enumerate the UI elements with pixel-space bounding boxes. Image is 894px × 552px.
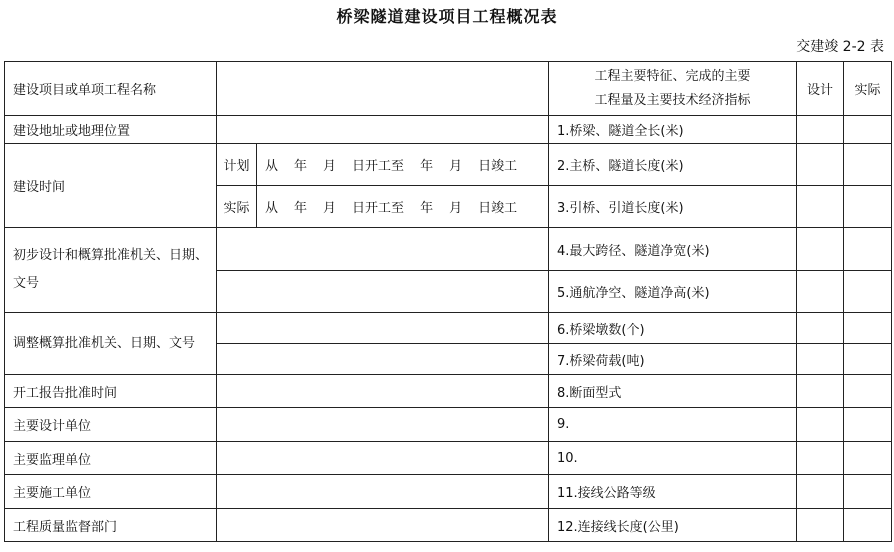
actual-column-header: 实际 [844, 62, 892, 116]
indicator-item-7: 7.桥梁荷载(吨) [549, 344, 797, 375]
date-year: 年 [420, 159, 434, 174]
indicator-item-6: 6.桥梁墩数(个) [549, 313, 797, 344]
adjust-approval-value-2[interactable] [217, 344, 549, 375]
indicator-item-12: 12.连接线长度(公里) [549, 509, 797, 542]
date-from: 从 [265, 159, 279, 174]
design-value-11[interactable] [797, 475, 844, 509]
supervision-unit-label: 主要监理单位 [5, 442, 217, 475]
design-unit-value[interactable] [217, 408, 549, 442]
construction-unit-value[interactable] [217, 475, 549, 509]
design-value-1[interactable] [797, 116, 844, 144]
date-start: 日开工至 [352, 201, 405, 216]
project-overview-table [4, 61, 892, 542]
actual-value-10[interactable] [844, 442, 892, 475]
actual-label: 实际 [217, 186, 257, 228]
indicators-header [549, 62, 797, 116]
design-value-7[interactable] [797, 344, 844, 375]
table-row [5, 228, 892, 271]
date-start: 日开工至 [352, 159, 405, 174]
table-row [5, 442, 892, 475]
plan-date-text [257, 144, 549, 186]
design-value-12[interactable] [797, 509, 844, 542]
actual-value-1[interactable] [844, 116, 892, 144]
indicators-header-line1: 工程主要特征、完成的主要 [594, 68, 751, 84]
form-code: 交建竣 2-2 表 [796, 39, 884, 55]
prelim-approval-value-2[interactable] [217, 271, 549, 313]
address-label: 建设地址或地理位置 [5, 116, 217, 144]
indicator-item-3: 3.引桥、引道长度(米) [549, 186, 797, 228]
table-row [5, 62, 892, 116]
design-value-3[interactable] [797, 186, 844, 228]
indicator-item-5: 5.通航净空、隧道净高(米) [549, 271, 797, 313]
design-unit-label: 主要设计单位 [5, 408, 217, 442]
actual-date-text [257, 186, 549, 228]
design-value-8[interactable] [797, 375, 844, 408]
indicator-item-1: 1.桥梁、隧道全长(米) [549, 116, 797, 144]
design-value-5[interactable] [797, 271, 844, 313]
indicator-item-9: 9. [549, 408, 797, 442]
table-row [5, 313, 892, 344]
table-row [5, 509, 892, 542]
design-value-2[interactable] [797, 144, 844, 186]
actual-value-2[interactable] [844, 144, 892, 186]
supervision-unit-value[interactable] [217, 442, 549, 475]
date-month: 月 [323, 201, 337, 216]
date-end: 日竣工 [478, 159, 518, 174]
page-title: 桥梁隧道建设项目工程概况表 [336, 7, 558, 26]
quality-dept-label: 工程质量监督部门 [5, 509, 217, 542]
indicator-item-8: 8.断面型式 [549, 375, 797, 408]
table-row [5, 375, 892, 408]
actual-value-8[interactable] [844, 375, 892, 408]
date-year: 年 [294, 201, 308, 216]
actual-value-6[interactable] [844, 313, 892, 344]
date-month: 月 [449, 201, 463, 216]
actual-value-11[interactable] [844, 475, 892, 509]
date-end: 日竣工 [478, 201, 518, 216]
actual-value-9[interactable] [844, 408, 892, 442]
actual-value-7[interactable] [844, 344, 892, 375]
actual-value-4[interactable] [844, 228, 892, 271]
indicator-item-10: 10. [549, 442, 797, 475]
design-value-10[interactable] [797, 442, 844, 475]
indicator-item-2: 2.主桥、隧道长度(米) [549, 144, 797, 186]
indicator-item-4: 4.最大跨径、隧道净宽(米) [549, 228, 797, 271]
start-report-value[interactable] [217, 375, 549, 408]
actual-value-5[interactable] [844, 271, 892, 313]
adjust-approval-value-1[interactable] [217, 313, 549, 344]
table-row [5, 475, 892, 509]
date-year: 年 [294, 159, 308, 174]
actual-value-12[interactable] [844, 509, 892, 542]
quality-dept-value[interactable] [217, 509, 549, 542]
address-value[interactable] [217, 116, 549, 144]
date-month: 月 [449, 159, 463, 174]
build-time-label: 建设时间 [5, 144, 217, 228]
date-month: 月 [323, 159, 337, 174]
design-value-4[interactable] [797, 228, 844, 271]
design-value-6[interactable] [797, 313, 844, 344]
table-row [5, 144, 892, 186]
indicator-item-11: 11.接线公路等级 [549, 475, 797, 509]
plan-label: 计划 [217, 144, 257, 186]
date-from: 从 [265, 201, 279, 216]
construction-unit-label: 主要施工单位 [5, 475, 217, 509]
start-report-label: 开工报告批准时间 [5, 375, 217, 408]
prelim-approval-value-1[interactable] [217, 228, 549, 271]
table-row [5, 116, 892, 144]
indicators-header-line2: 工程量及主要技术经济指标 [594, 92, 751, 108]
adjust-approval-label: 调整概算批准机关、日期、文号 [5, 313, 217, 375]
design-column-header: 设计 [797, 62, 844, 116]
table-row [5, 408, 892, 442]
project-name-label: 建设项目或单项工程名称 [5, 62, 217, 116]
date-year: 年 [420, 201, 434, 216]
actual-value-3[interactable] [844, 186, 892, 228]
prelim-approval-label: 初步设计和概算批准机关、日期、文号 [5, 228, 217, 313]
project-name-value[interactable] [217, 62, 549, 116]
design-value-9[interactable] [797, 408, 844, 442]
